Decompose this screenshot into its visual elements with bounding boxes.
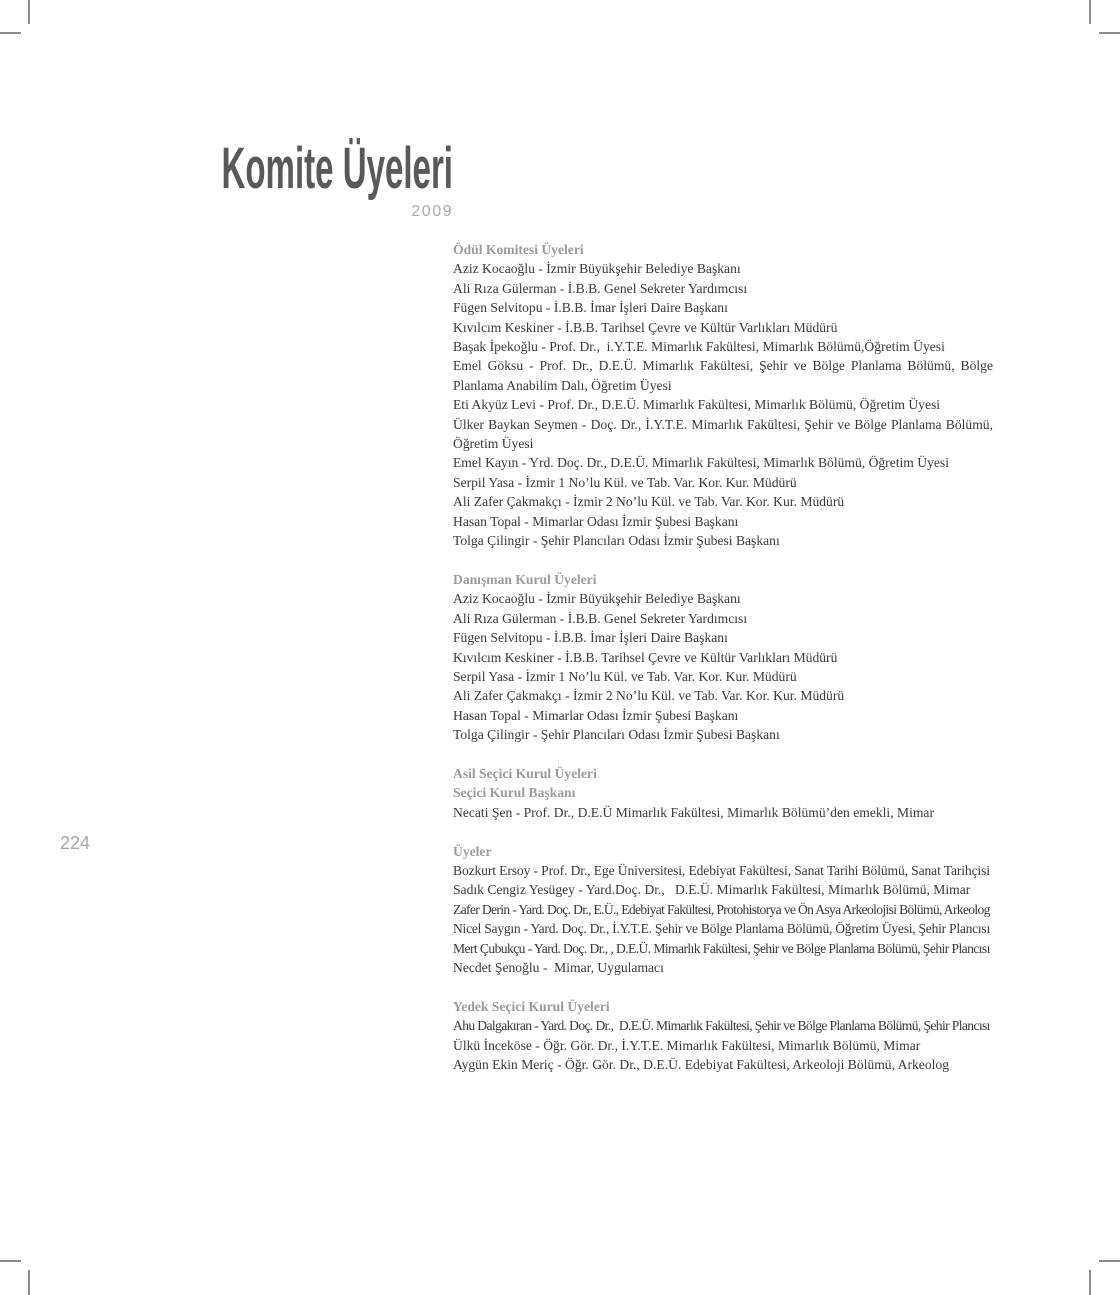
section-heading: Yedek Seçici Kurul Üyeleri xyxy=(453,998,610,1014)
member-entry: Ali Rıza Gülerman - İ.B.B. Genel Sekreter Yardımcısı xyxy=(453,610,748,626)
member-entry: Ahu Dalgakıran - Yard. Doç. Dr., D.E.Ü. Mimarlık Fakültesi, Şehir ve Bölge Planlama Bölümü, Şehir Plancısı xyxy=(453,1018,990,1034)
title-year: 2009 xyxy=(411,203,453,220)
member-entry: Kıvılcım Keskiner - İ.B.B. Tarihsel Çevre ve Kültür Varlıkları Müdürü xyxy=(453,319,838,335)
member-entry: Başak İpekoğlu - Prof. Dr., i.Y.T.E. Mimarlık Fakültesi, Mimarlık Bölümü,Öğretim Üyesi xyxy=(453,339,945,355)
section-heading: Asil Seçici Kurul Üyeleri xyxy=(453,765,597,781)
member-entry: Fügen Selvitopu - İ.B.B. İmar İşleri Daire Başkanı xyxy=(453,300,728,316)
section-heading: Danışman Kurul Üyeleri xyxy=(453,571,597,587)
member-section xyxy=(453,997,993,1075)
member-section xyxy=(453,764,993,822)
crop-mark-bottom-left-vertical xyxy=(28,1270,30,1295)
crop-mark-top-right-horizontal xyxy=(1099,32,1120,34)
crop-mark-top-right-vertical xyxy=(1089,0,1091,24)
member-entry: Serpil Yasa - İzmir 1 No’lu Kül. ve Tab. Var. Kor. Kur. Müdürü xyxy=(453,668,797,684)
member-list xyxy=(453,240,993,1074)
member-entry: Hasan Topal - Mimarlar Odası İzmir Şubesi Başkanı xyxy=(453,707,739,723)
member-entry: Tolga Çilingir - Şehir Plancıları Odası İzmir Şubesi Başkanı xyxy=(453,727,780,743)
member-entry: Serpil Yasa - İzmir 1 No’lu Kül. ve Tab. Var. Kor. Kur. Müdürü xyxy=(453,474,797,490)
crop-mark-bottom-left-horizontal xyxy=(0,1260,21,1262)
member-entry: Zafer Derin - Yard. Doç. Dr., E.Ü., Edebiyat Fakültesi, Protohistorya ve Ön Asya Arkeolojisi Bölümü, Arkeolog xyxy=(453,901,990,917)
crop-mark-top-left-horizontal xyxy=(0,32,21,34)
member-entry: Ülker Baykan Seymen - Doç. Dr., İ.Y.T.E. Mimarlık Fakültesi, Şehir ve Bölge Planlama Bölümü, Öğretim Üyesi xyxy=(453,416,993,452)
member-entry: Aziz Kocaoğlu - İzmir Büyükşehir Belediye Başkanı xyxy=(453,591,741,607)
member-entry: Kıvılcım Keskiner - İ.B.B. Tarihsel Çevre ve Kültür Varlıkları Müdürü xyxy=(453,649,838,665)
member-entry: Aygün Ekin Meriç - Öğr. Gör. Dr., D.E.Ü. Edebiyat Fakültesi, Arkeoloji Bölümü, Arkeolog xyxy=(453,1057,949,1072)
member-entry: Nicel Saygın - Yard. Doç. Dr., İ.Y.T.E. Şehir ve Bölge Planlama Bölümü, Öğretim Üyesi, Şehir Plancısı xyxy=(453,921,990,937)
member-entry: Tolga Çilingir - Şehir Plancıları Odası İzmir Şubesi Başkanı xyxy=(453,533,780,549)
member-entry: Sadık Cengiz Yesügey - Yard.Doç. Dr., D.E.Ü. Mimarlık Fakültesi, Mimarlık Bölümü, Mimar xyxy=(453,882,971,898)
page-number: 224 xyxy=(60,833,91,853)
section-heading: Seçici Kurul Başkanı xyxy=(453,785,576,801)
page-title: Komite Üyeleri xyxy=(221,136,453,201)
member-entry: Eti Akyüz Levi - Prof. Dr., D.E.Ü. Mimarlık Fakültesi, Mimarlık Bölümü, Öğretim Üyesi xyxy=(453,397,941,413)
member-section xyxy=(453,240,993,551)
member-entry: Ali Zafer Çakmakçı - İzmir 2 No’lu Kül. ve Tab. Var. Kor. Kur. Müdürü xyxy=(453,688,845,704)
member-section xyxy=(453,570,993,745)
section-heading: Ödül Komitesi Üyeleri xyxy=(453,242,584,257)
member-entry: Fügen Selvitopu - İ.B.B. İmar İşleri Daire Başkanı xyxy=(453,630,728,646)
member-entry: Mert Çubukçu - Yard. Doç. Dr., , D.E.Ü. Mimarlık Fakültesi, Şehir ve Bölge Planlama Bölümü, Şehir Plancısı xyxy=(453,940,990,956)
member-entry: Necdet Şenoğlu - Mimar, Uygulamacı xyxy=(453,959,664,975)
member-entry: Bozkurt Ersoy - Prof. Dr., Ege Üniversitesi, Edebiyat Fakültesi, Sanat Tarihi Bölümü, Sanat Tarihçisi xyxy=(453,862,990,878)
member-entry: Emel Kayın - Yrd. Doç. Dr., D.E.Ü. Mimarlık Fakültesi, Mimarlık Bölümü, Öğretim Üyesi xyxy=(453,455,949,471)
member-entry: Aziz Kocaoğlu - İzmir Büyükşehir Belediye Başkanı xyxy=(453,261,741,277)
member-entry: Necati Şen - Prof. Dr., D.E.Ü Mimarlık Fakültesi, Mimarlık Bölümü’den emekli, Mimar xyxy=(453,804,934,820)
crop-mark-top-left-vertical xyxy=(28,0,30,24)
member-entry: Ali Rıza Gülerman - İ.B.B. Genel Sekreter Yardımcısı xyxy=(453,280,748,296)
title-block xyxy=(0,136,453,221)
member-entry: Emel Göksu - Prof. Dr., D.E.Ü. Mimarlık Fakültesi, Şehir ve Bölge Planlama Bölümü, Bölge Planlama Anabilim Dalı, Öğretim Üyesi xyxy=(453,358,993,393)
section-heading: Üyeler xyxy=(453,843,492,859)
member-section xyxy=(453,842,993,978)
member-entry: Ali Zafer Çakmakçı - İzmir 2 No’lu Kül. ve Tab. Var. Kor. Kur. Müdürü xyxy=(453,494,845,510)
crop-mark-bottom-right-horizontal xyxy=(1099,1260,1120,1262)
member-entry: Hasan Topal - Mimarlar Odası İzmir Şubesi Başkanı xyxy=(453,513,739,529)
crop-mark-bottom-right-vertical xyxy=(1089,1270,1091,1295)
member-entry: Ülkü İnceköse - Öğr. Gör. Dr., İ.Y.T.E. Mimarlık Fakültesi, Mimarlık Bölümü, Mimar xyxy=(453,1037,921,1053)
